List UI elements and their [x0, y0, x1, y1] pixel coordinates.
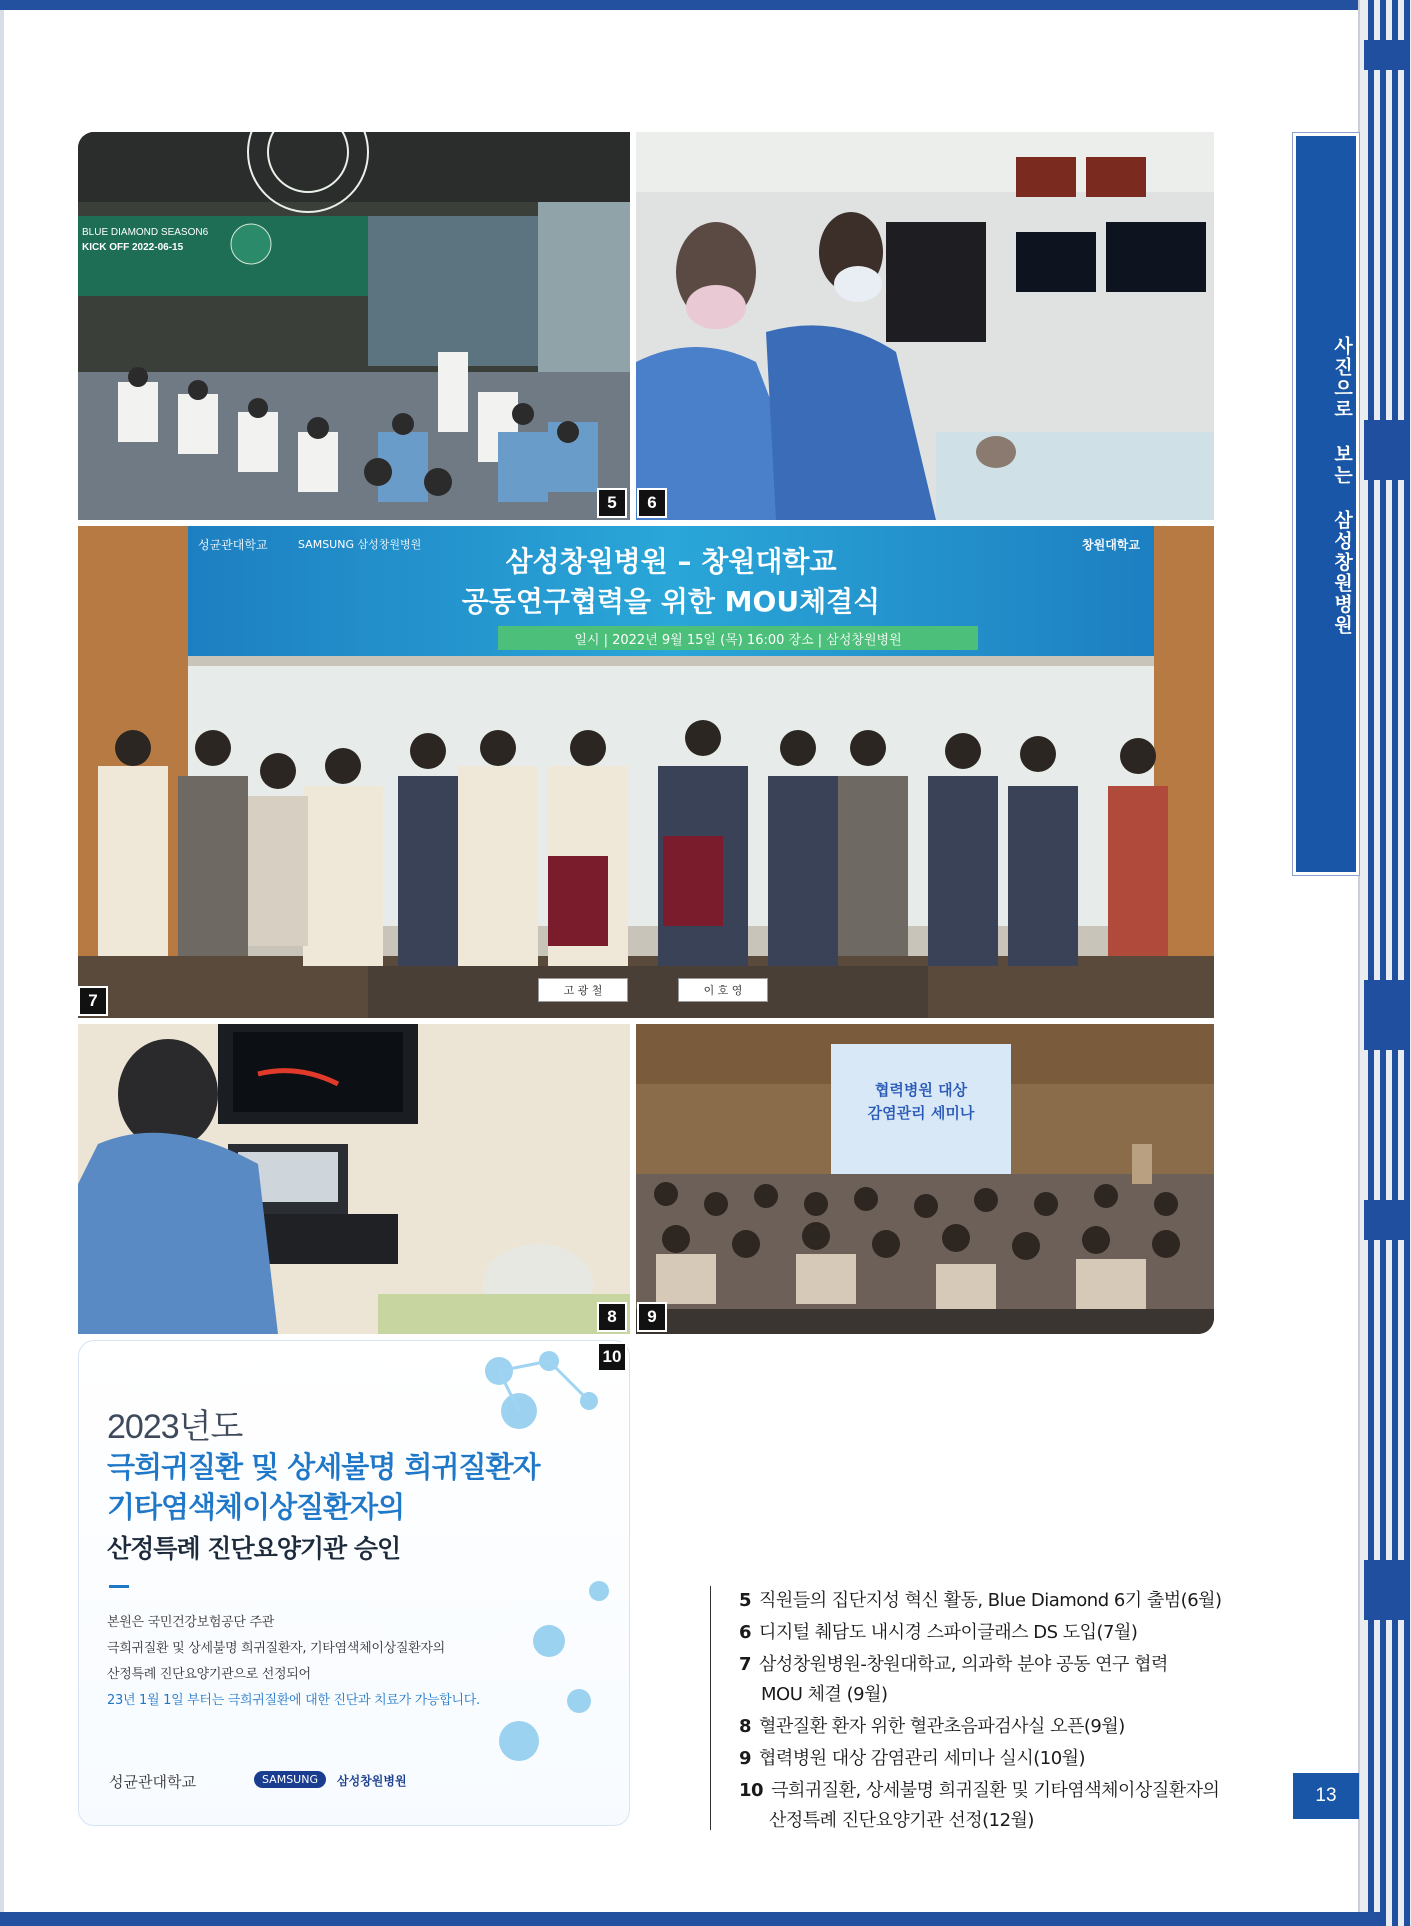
caption-item-continued: 산정특례 진단요양기관 선정(12월) [769, 1810, 1034, 1831]
card-body-2: 극희귀질환 및 상세불명 희귀질환자, 기타염색체이상질환자의 [107, 1641, 445, 1656]
photo-number-badge: 10 [597, 1342, 627, 1372]
card-headline-2: 기타염색체이상질환자의 [107, 1490, 405, 1524]
page-left-edge [0, 0, 4, 1926]
photo-number-badge: 7 [78, 986, 108, 1016]
mou-banner [188, 526, 1154, 656]
seminar-screen-line1: 협력병원 대상 [874, 1081, 968, 1099]
photo-5-blue-diamond [78, 132, 630, 520]
caption-item: 8 혈관질환 환자 위한 혈관초음파검사실 오픈(9월) [739, 1716, 1125, 1737]
banner-title-1: 삼성창원병원 – 창원대학교 [505, 545, 837, 578]
card-divider [109, 1585, 129, 1588]
season-banner-line2: KICK OFF 2022-06-15 [82, 242, 184, 253]
photo-7-mou-ceremony [78, 526, 1214, 1018]
photo-9-seminar [636, 1024, 1214, 1334]
book-page-edge [1358, 0, 1411, 1926]
photo-6-endoscopy [636, 132, 1214, 520]
card-body-1: 본원은 국민건강보험공단 주관 [107, 1615, 275, 1630]
page-number: 13 [1293, 1773, 1359, 1819]
card-headline-1: 극희귀질환 및 상세불명 희귀질환자 [107, 1450, 540, 1484]
photo-number-badge: 6 [637, 488, 667, 518]
caption-item: 10 극희귀질환, 상세불명 희귀질환 및 기타염색체이상질환자의 [739, 1780, 1220, 1801]
skku-logo: 성균관대학교 [198, 538, 268, 552]
card-samsung-logo: SAMSUNG [254, 1771, 326, 1788]
caption-item: 7 삼성창원병원-창원대학교, 의과학 분야 공동 연구 협력 [739, 1654, 1168, 1675]
banner-info: 일시 | 2022년 9월 15일 (목) 16:00 장소 | 삼성창원병원 [498, 626, 978, 650]
bottom-rule [0, 1912, 1380, 1926]
caption-item-continued: MOU 체결 (9월) [761, 1684, 888, 1705]
banner-title-2: 공동연구협력을 위한 MOU체결식 [461, 585, 881, 618]
caption-item: 9 협력병원 대상 감염관리 세미나 실시(10월) [739, 1748, 1086, 1769]
photo-number-badge: 8 [597, 1302, 627, 1332]
caption-item: 6 디지털 췌담도 내시경 스파이글래스 DS 도입(7월) [739, 1622, 1138, 1643]
chapter-tab [1293, 133, 1359, 875]
nameplate-right: 이 호 영 [678, 978, 768, 1002]
photo-8-ultrasound [78, 1024, 630, 1334]
card-headline-3: 산정특례 진단요양기관 승인 [107, 1534, 401, 1563]
nameplate-left: 고 광 철 [538, 978, 628, 1002]
chapter-label: 사진으로 보는 삼성창원병원 [1331, 336, 1353, 636]
card-hospital-logo: 삼성창원병원 [337, 1774, 407, 1788]
samsung-logo: SAMSUNG 삼성창원병원 [298, 538, 422, 551]
photo-number-badge: 9 [637, 1302, 667, 1332]
season-banner-line1: BLUE DIAMOND SEASON6 [82, 227, 209, 238]
changwon-univ-logo: 창원대학교 [1082, 538, 1140, 552]
seminar-screen-line2: 감염관리 세미나 [867, 1104, 975, 1122]
card-body-4: 23년 1월 1일 부터는 극희귀질환에 대한 진단과 치료가 가능합니다. [107, 1693, 480, 1708]
top-rule [0, 0, 1360, 10]
photo-captions [710, 1586, 1290, 1830]
card-body-3: 산정특례 진단요양기관으로 선정되어 [107, 1667, 311, 1682]
caption-item: 5 직원들의 집단지성 혁신 활동, Blue Diamond 6기 출범(6월) [739, 1590, 1222, 1611]
card-year: 2023년도 [107, 1408, 243, 1446]
photo-number-badge: 5 [597, 488, 627, 518]
card-skku-logo: 성균관대학교 [109, 1773, 196, 1791]
photo-10-certification-card [78, 1340, 630, 1826]
